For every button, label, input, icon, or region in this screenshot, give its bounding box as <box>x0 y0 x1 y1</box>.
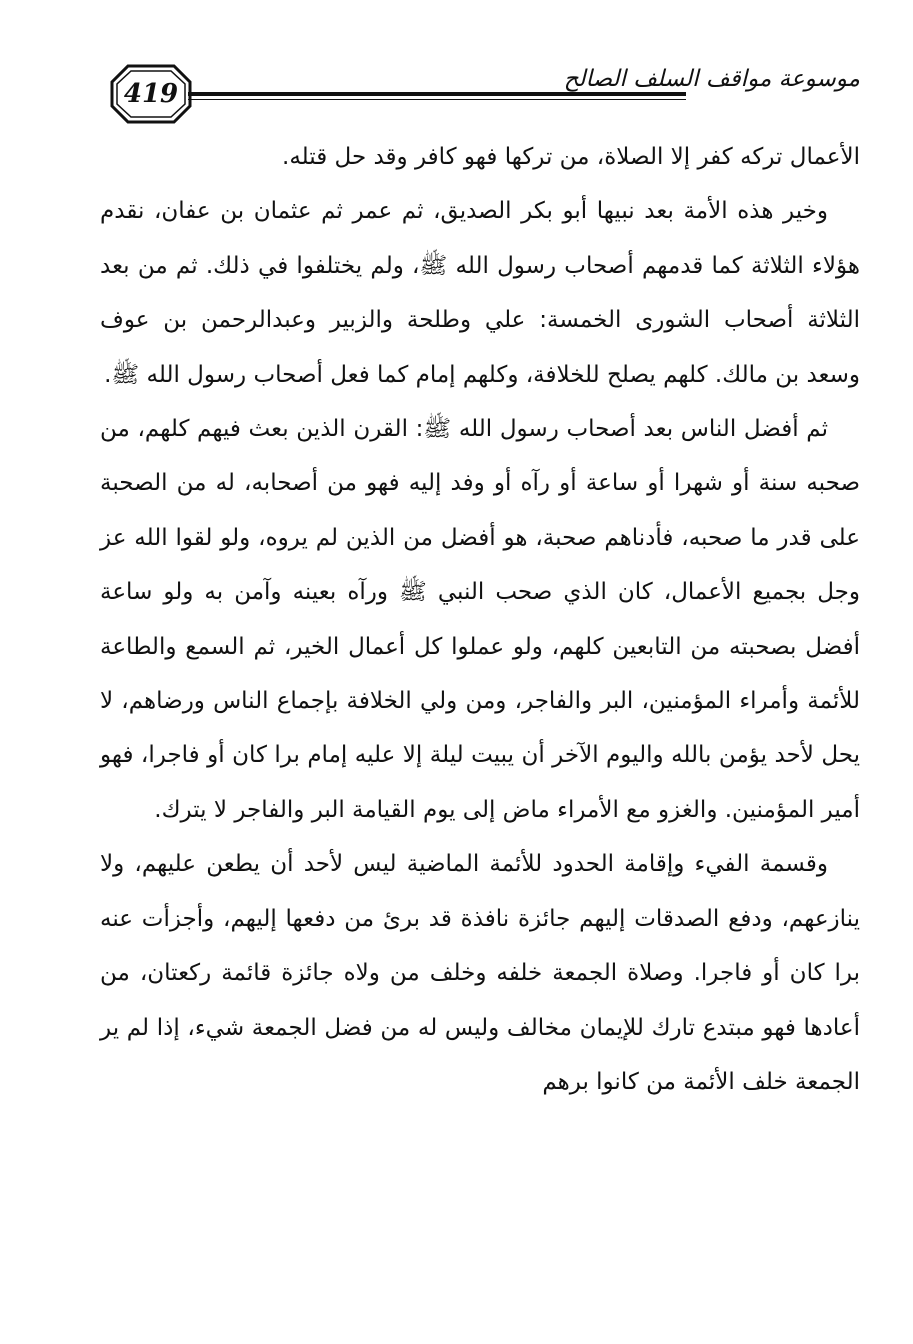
paragraph-3: ثم أفضل الناس بعد أصحاب رسول الله ﷺ: القرن الذين بعث فيهم كلهم، من صحبه سنة أو شهرا أو ساعة أو رآه أو وفد إليه فهو من أصحابه، له من الصحبة على قدر ما صحبه، فأدناهم صحبة، هو أفضل من الذين لم يروه، ولو لقوا الله عز وجل بجميع الأعمال، كان الذي صحب النبي ﷺ ورآه بعينه وآمن به ولو ساعة أفضل بصحبته من التابعين كلهم، ولو عملوا كل أعمال الخير، ثم السمع والطاعة للأئمة وأمراء المؤمنين، البر والفاجر، ومن ولي الخلافة بإجماع الناس ورضاهم، لا يحل لأحد يؤمن بالله واليوم الآخر أن يبيت ليلة إلا عليه إمام برا كان أو فاجرا، فهو أمير المؤمنين. والغزو مع الأمراء ماض إلى يوم القيامة البر والفاجر لا يترك. <box>100 416 860 823</box>
header-rule <box>188 92 686 100</box>
page-header <box>100 60 860 132</box>
page-number-badge <box>110 64 192 124</box>
paragraph-4: وقسمة الفيء وإقامة الحدود للأئمة الماضية ليس لأحد أن يطعن عليهم، ولا ينازعهم، ودفع الصدقات إليهم جائزة نافذة قد برئ من دفعها إليهم، وأجزأت عنه برا كان أو فاجرا. وصلاة الجمعة خلفه وخلف من ولاه جائزة قائمة ركعتان، من أعادها فهو مبتدع تارك للإيمان مخالف وليس له من فضل الجمعة شيء، إذا لم ير الجمعة خلف الأئمة من كانوا برهم <box>100 851 860 1095</box>
series-title: موسوعة مواقف السلف الصالح <box>563 66 860 92</box>
paragraph-1: الأعمال تركه كفر إلا الصلاة، من تركها فهو كافر وقد حل قتله. <box>282 144 860 170</box>
page-body <box>100 130 860 1109</box>
paragraph-2: وخير هذه الأمة بعد نبيها أبو بكر الصديق، ثم عمر ثم عثمان بن عفان، نقدم هؤلاء الثلاثة كما قدمهم أصحاب رسول الله ﷺ، ولم يختلفوا في ذلك. ثم من بعد الثلاثة أصحاب الشورى الخمسة: علي وطلحة والزبير وعبدالرحمن بن عوف وسعد بن مالك. كلهم يصلح للخلافة، وكلهم إمام كما فعل أصحاب رسول الله ﷺ. <box>100 198 860 388</box>
page-number: 419 <box>123 79 179 109</box>
